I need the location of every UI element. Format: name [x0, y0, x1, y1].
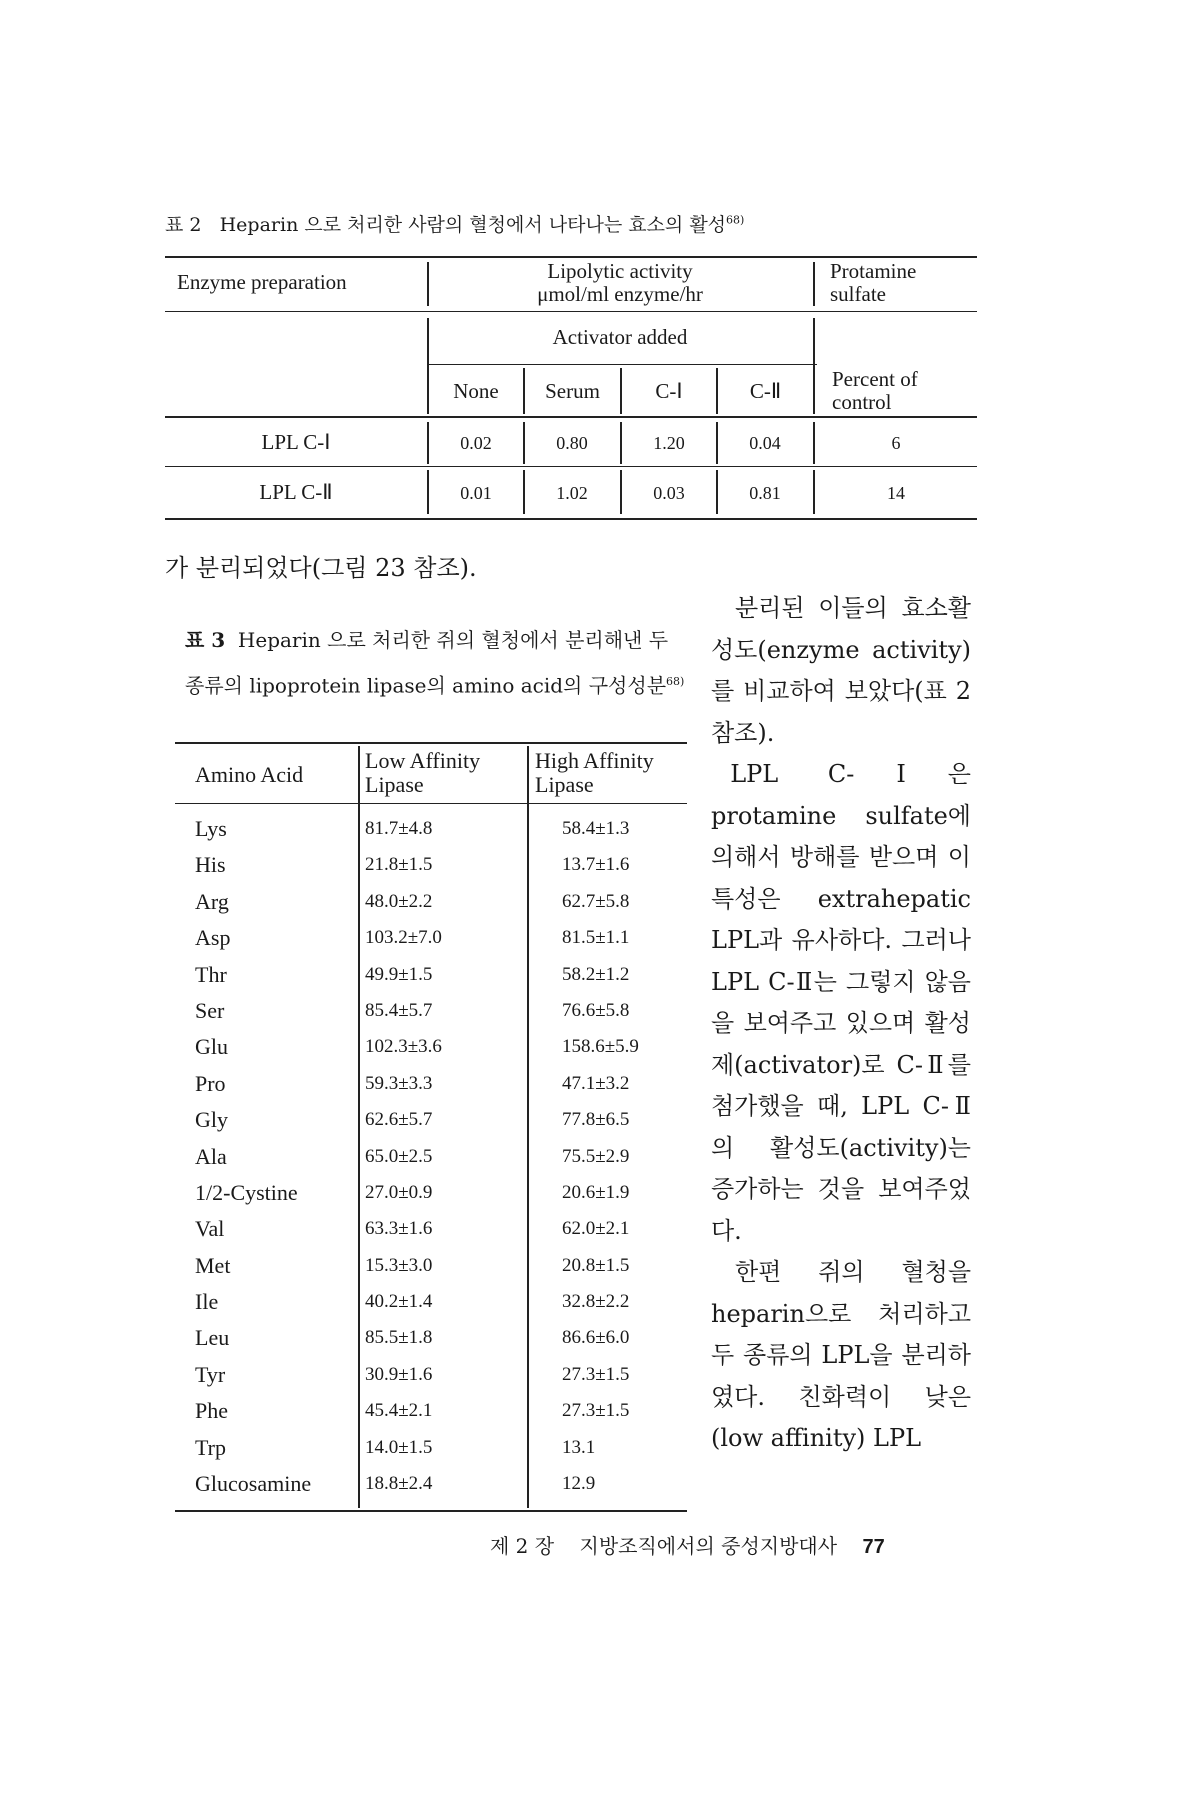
table2-activator-added: Activator added [552, 325, 688, 349]
table3-amino-cell: Ser [195, 997, 225, 1023]
table-row [175, 810, 687, 846]
table-row [175, 1283, 687, 1319]
table-row [175, 919, 687, 955]
right-column-text [711, 588, 971, 1460]
table2-sub-none: None [453, 379, 499, 403]
table3-top-rule [175, 742, 687, 744]
table3-col-low-2: Lipase [365, 772, 424, 797]
table2-col-lipolytic: Lipolytic activity [547, 259, 693, 283]
footer-chapter: 제 2 장 [490, 1534, 555, 1558]
table2-vline [813, 318, 815, 414]
table3-amino-cell: Ile [195, 1289, 219, 1315]
table3-col-low: Low Affinity [365, 748, 481, 773]
table3-low-cell: 85.5±1.8 [365, 1327, 433, 1349]
table3-high-cell: 86.6±6.0 [562, 1327, 630, 1349]
table3-high-cell: 58.4±1.3 [562, 818, 630, 839]
table2-col-protamine-2: sulfate [830, 282, 886, 306]
table2-cell: 0.01 [460, 483, 492, 503]
paragraph: 한편 쥐의 혈청을 heparin으로 처리하고 두 종류의 LPL을 분리하였다. 친화력이 낮은(low affinity) LPL [711, 1258, 971, 1452]
table2-cell: 14 [887, 483, 905, 503]
table2-vline [523, 422, 525, 464]
table3-body [175, 810, 687, 1501]
table2-cell: 0.03 [653, 483, 685, 503]
table3-amino-cell: Thr [195, 961, 227, 987]
table3-amino-cell: Tyr [195, 1361, 226, 1387]
table2-sub-percent: Percent of [832, 367, 918, 391]
table3-high-cell: 32.8±2.2 [562, 1291, 630, 1313]
table2-sub-percent-2: control [832, 390, 892, 414]
table3-caption-ref: 68) [666, 675, 685, 688]
table3-amino-cell: Arg [195, 888, 229, 914]
table3-low-cell: 63.3±1.6 [365, 1218, 433, 1240]
footer-title: 지방조직에서의 중성지방대사 [579, 1534, 838, 1558]
table-row [175, 956, 687, 992]
table3-amino-cell: Val [195, 1216, 225, 1242]
table3-low-cell: 102.3±3.6 [365, 1036, 442, 1058]
table2-vline [620, 422, 622, 464]
table3-low-cell: 59.3±3.3 [365, 1072, 433, 1094]
table3-high-cell: 47.1±3.2 [562, 1072, 630, 1094]
table-row [175, 1210, 687, 1246]
table2-sub-c2: C-Ⅱ [749, 379, 782, 403]
table2-vline [427, 470, 429, 514]
table3-high-cell: 20.8±1.5 [562, 1254, 630, 1276]
table3-high-cell: 27.3±1.5 [562, 1400, 630, 1422]
table3-caption-text: Heparin 으로 처리한 쥐의 혈청에서 분리해낸 두 종류의 lipoprotein lipase의 amino acid의 구성성분 [185, 628, 669, 698]
table-row [175, 1392, 687, 1428]
table3-header-rule [175, 803, 687, 804]
table3-caption [185, 620, 690, 707]
table3-high-cell: 13.7±1.6 [562, 854, 630, 876]
table2-cell: 0.02 [460, 433, 492, 453]
table3-high-cell: 76.6±5.8 [562, 999, 630, 1021]
table3-high-cell: 13.1 [562, 1436, 596, 1458]
table2-col-lipolytic-unit: μmol/ml enzyme/hr [537, 282, 703, 306]
table2-cell: 1.02 [556, 483, 588, 503]
table2-cell: 0.81 [749, 483, 781, 503]
table-row [175, 1174, 687, 1210]
table3-low-cell: 18.8±2.4 [365, 1473, 433, 1495]
table2-vline [427, 422, 429, 464]
table-row [175, 1356, 687, 1392]
table3-amino-cell: Glucosamine [195, 1471, 312, 1497]
table2-cell: 0.80 [556, 433, 588, 453]
table3-col-high: High Affinity [535, 748, 654, 773]
table2 [165, 256, 977, 520]
table3-low-cell: 15.3±3.0 [365, 1254, 433, 1276]
table-row [175, 992, 687, 1028]
table2-sub-c1: C-Ⅰ [655, 379, 683, 403]
table-row [175, 1101, 687, 1137]
table2-cell: 0.04 [749, 433, 781, 453]
table-row [175, 1138, 687, 1174]
table-row [175, 883, 687, 919]
page-number: 77 [862, 1536, 885, 1558]
table2-row-name: LPL C-Ⅰ [261, 430, 331, 454]
table2-row-rule [165, 466, 977, 467]
table3-low-cell: 85.4±5.7 [365, 999, 433, 1021]
table2-vline [620, 470, 622, 514]
page-footer [490, 1530, 885, 1559]
table3-low-cell: 14.0±1.5 [365, 1436, 433, 1458]
table3-label: 표 3 [185, 628, 226, 652]
table3-low-cell: 49.9±1.5 [365, 963, 433, 985]
table-row [175, 1028, 687, 1064]
table3-amino-cell: His [195, 852, 226, 878]
table3-high-cell: 77.8±6.5 [562, 1109, 630, 1131]
table2-subheader-rule [165, 416, 977, 418]
table3-col-amino: Amino Acid [195, 762, 304, 787]
table-row [175, 1429, 687, 1465]
table3-low-cell: 40.2±1.4 [365, 1291, 433, 1313]
table3-high-cell: 12.9 [562, 1473, 596, 1495]
table2-vline [813, 422, 815, 464]
table3-amino-cell: Asp [195, 925, 231, 951]
table-row [175, 1465, 687, 1501]
paragraph-continuation: 가 분리되었다(그림 23 참조). [165, 554, 477, 582]
table3-amino-cell: Met [195, 1252, 231, 1278]
table2-vline [716, 422, 718, 464]
table3-low-cell: 62.6±5.7 [365, 1109, 433, 1131]
table2-col-enzyme: Enzyme preparation [177, 270, 347, 294]
table3 [175, 742, 687, 1512]
table2-cell: 1.20 [653, 433, 685, 453]
table3-low-cell: 81.7±4.8 [365, 818, 433, 839]
table2-caption [165, 210, 744, 237]
table2-header-rule [165, 311, 977, 312]
table3-amino-cell: Glu [195, 1034, 228, 1060]
table3-amino-cell: Lys [195, 816, 227, 841]
table3-high-cell: 20.6±1.9 [562, 1181, 630, 1203]
table3-high-cell: 75.5±2.9 [562, 1145, 630, 1167]
table2-label: 표 2 [165, 214, 202, 236]
table3-low-cell: 45.4±2.1 [365, 1400, 433, 1422]
table2-vline [813, 262, 815, 306]
table3-high-cell: 81.5±1.1 [562, 927, 630, 949]
table-row [175, 1319, 687, 1355]
table3-high-cell: 62.7±5.8 [562, 890, 630, 912]
table3-low-cell: 27.0±0.9 [365, 1181, 433, 1203]
table3-high-cell: 58.2±1.2 [562, 963, 630, 985]
table-row [175, 1247, 687, 1283]
table-row [175, 1065, 687, 1101]
table2-bottom-rule [165, 518, 977, 520]
table3-col-high-2: Lipase [535, 772, 594, 797]
table3-high-cell: 158.6±5.9 [562, 1036, 639, 1058]
table3-amino-cell: Pro [195, 1070, 226, 1096]
table2-vline [716, 470, 718, 514]
table3-low-cell: 21.8±1.5 [365, 854, 433, 876]
table2-vline [523, 470, 525, 514]
table3-low-cell: 30.9±1.6 [365, 1363, 433, 1385]
table3-low-cell: 103.2±7.0 [365, 927, 442, 949]
table3-low-cell: 65.0±2.5 [365, 1145, 433, 1167]
paragraph: 분리된 이들의 효소활성도(enzyme activity)를 비교하여 보았다(표 2 참조). [711, 594, 971, 747]
table3-amino-cell: Ala [195, 1143, 227, 1169]
table3-amino-cell: Phe [195, 1398, 228, 1424]
table3-high-cell: 62.0±2.1 [562, 1218, 630, 1240]
table2-vline [813, 470, 815, 514]
table3-amino-cell: Leu [195, 1325, 230, 1351]
table3-bottom-rule [175, 1510, 687, 1512]
table3-amino-cell: Gly [195, 1107, 228, 1133]
table2-top-rule [165, 256, 977, 258]
table2-caption-ref: 68) [726, 213, 745, 227]
table3-low-cell: 48.0±2.2 [365, 890, 433, 912]
table3-amino-cell: Trp [195, 1434, 226, 1460]
table2-caption-text: Heparin 으로 처리한 사람의 혈청에서 나타나는 효소의 활성 [219, 214, 727, 236]
table2-col-protamine: Protamine [830, 259, 917, 283]
table2-row-name: LPL C-Ⅱ [259, 480, 333, 504]
paragraph: LPL C-Ⅰ은 protamine sulfate에 의해서 방해를 받으며 이 특성은 extrahepatic LPL과 유사하다. 그러나 LPL C-Ⅱ는 그렇지 않음을 보여주고 있으며 활성제(activator)로 C-Ⅱ를 첨가했을 때, LPL C-Ⅱ의 활성도(activity)는 증가하는 것을 보여주었다. [711, 760, 971, 1245]
table2-cell: 6 [891, 433, 901, 453]
table3-amino-cell: 1/2-Cystine [195, 1179, 298, 1205]
table2-activator-rule [429, 364, 817, 365]
table3-high-cell: 27.3±1.5 [562, 1363, 630, 1385]
table-row [175, 846, 687, 882]
table2-sub-serum: Serum [545, 379, 600, 403]
